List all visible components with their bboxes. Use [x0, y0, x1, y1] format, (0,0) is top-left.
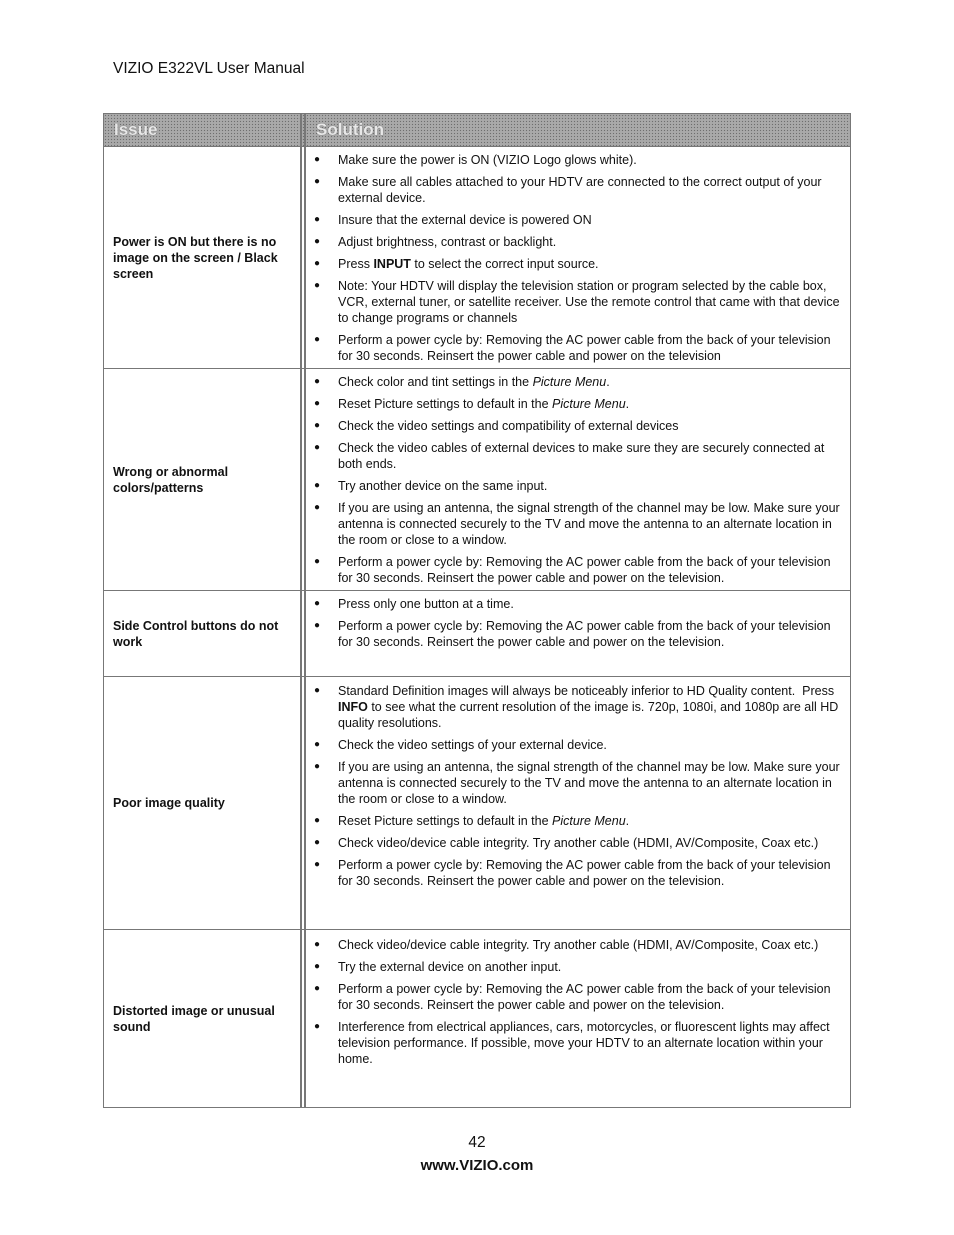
bullet-icon: ●	[314, 176, 321, 187]
solution-item	[314, 759, 844, 807]
bullet-icon: ●	[314, 983, 321, 994]
page-number: 42	[468, 1134, 486, 1151]
bullet-icon: ●	[314, 961, 321, 972]
bullet-icon: ●	[314, 815, 321, 826]
solution-text: Press only one button at a time.	[338, 597, 514, 611]
solution-item	[314, 554, 844, 586]
solution-item	[314, 618, 844, 650]
solution-cell	[306, 369, 850, 590]
solution-cell	[306, 677, 850, 929]
issue-cell	[104, 930, 306, 1107]
bullet-icon: ●	[314, 480, 321, 491]
running-header: VIZIO E322VL User Manual	[113, 60, 305, 77]
solution-item	[314, 152, 844, 168]
bullet-icon: ●	[314, 739, 321, 750]
solution-text: Perform a power cycle by: Removing the AC power cable from the back of your television for 30 seconds. Reinsert the power cable and power on the television.	[338, 619, 835, 649]
solution-text: to select the correct input source.	[410, 257, 599, 271]
solution-text: If you are using an antenna, the signal strength of the channel may be low. Make sure your antenna is connected securely to the TV and move the antenna to an alternate location in the room or close to a window.	[338, 501, 844, 547]
bullet-icon: ●	[314, 859, 321, 870]
table-body	[104, 146, 850, 1107]
troubleshooting-table	[103, 113, 851, 1108]
bullet-icon: ●	[314, 236, 321, 247]
bullet-icon: ●	[314, 502, 321, 513]
solution-text: Note: Your HDTV will display the television station or program selected by the cable box, VCR, external tuner, or satellite receiver. Use the remote control that came with that device to change programs or channels	[338, 279, 844, 325]
table-row	[104, 146, 850, 368]
solution-item	[314, 212, 844, 228]
bullet-icon: ●	[314, 620, 321, 631]
issue-column-header: Issue	[104, 114, 306, 146]
issue-text: Distorted image or unusual sound	[113, 1003, 275, 1034]
solution-text: Press	[338, 257, 374, 271]
solution-text: Check the video settings and compatibility of external devices	[338, 419, 679, 433]
table-row	[104, 929, 850, 1107]
solution-text: Try another device on the same input.	[338, 479, 548, 493]
solution-text: Check the video cables of external devices to make sure they are securely connected at both ends.	[338, 441, 828, 471]
solution-text: Standard Definition images will always be noticeably inferior to HD Quality content. Press	[338, 684, 838, 698]
solution-cell	[306, 930, 850, 1107]
solution-list	[314, 683, 844, 889]
solution-text: Make sure the power is ON (VIZIO Logo glows white).	[338, 153, 637, 167]
bullet-icon: ●	[314, 280, 321, 291]
solution-item	[314, 937, 844, 953]
issue-cell	[104, 369, 306, 590]
solution-item	[314, 374, 844, 390]
solution-text: Adjust brightness, contrast or backlight.	[338, 235, 557, 249]
solution-item	[314, 981, 844, 1013]
solution-text: Check video/device cable integrity. Try another cable (HDMI, AV/Composite, Coax etc.)	[338, 938, 819, 952]
solution-text: .	[606, 375, 610, 389]
bullet-icon: ●	[314, 214, 321, 225]
solution-item	[314, 234, 844, 250]
solution-text: Make sure all cables attached to your HDTV are connected to the correct output of your external device.	[338, 175, 826, 205]
solution-text: Perform a power cycle by: Removing the AC power cable from the back of your television for 30 seconds. Reinsert the power cable and power on the television.	[338, 982, 835, 1012]
menu-name-text: Picture Menu	[552, 814, 626, 828]
solution-text: Insure that the external device is powered ON	[338, 213, 592, 227]
solution-text: Reset Picture settings to default in the	[338, 397, 553, 411]
table-row	[104, 590, 850, 676]
solution-item	[314, 683, 844, 731]
table-row	[104, 676, 850, 929]
issue-text: Wrong or abnormal colors/patterns	[113, 464, 229, 495]
table-header-row	[104, 114, 850, 146]
bullet-icon: ●	[314, 837, 321, 848]
bullet-icon: ●	[314, 154, 321, 165]
solution-item	[314, 1019, 844, 1067]
bullet-icon: ●	[314, 556, 321, 567]
bullet-icon: ●	[314, 939, 321, 950]
solution-item	[314, 478, 844, 494]
solution-text: Interference from electrical appliances, cars, motorcycles, or fluorescent lights may affect television performance. If possible, move your HDTV to an alternate location within your home.	[338, 1020, 834, 1066]
bullet-icon: ●	[314, 598, 321, 609]
solution-text: .	[625, 814, 630, 828]
bullet-icon: ●	[314, 398, 321, 409]
bullet-icon: ●	[314, 1021, 321, 1032]
emphasis-text: INFO	[338, 700, 368, 714]
solution-cell	[306, 591, 850, 676]
solution-text: Perform a power cycle by: Removing the AC power cable from the back of your television for 30 seconds. Reinsert the power cable and power on the television	[338, 333, 835, 363]
solution-cell	[306, 147, 850, 368]
solution-list	[314, 152, 844, 364]
solution-list	[314, 937, 844, 1067]
solution-item	[314, 813, 844, 829]
issue-text: Power is ON but there is no image on the screen / Black screen	[113, 234, 278, 281]
bullet-icon: ●	[314, 258, 321, 269]
solution-text: Reset Picture settings to default in the	[338, 814, 553, 828]
bullet-icon: ●	[314, 420, 321, 431]
solution-item	[314, 857, 844, 889]
solution-item	[314, 256, 844, 272]
solution-text: Perform a power cycle by: Removing the AC power cable from the back of your television for 30 seconds. Reinsert the power cable and power on the television.	[338, 555, 835, 585]
solution-column-header: Solution	[306, 114, 850, 146]
bullet-icon: ●	[314, 376, 321, 387]
solution-text: If you are using an antenna, the signal strength of the channel may be low. Make sure your antenna is connected securely to the TV and move the antenna to an alternate location in the room or close to a window.	[338, 760, 844, 806]
solution-text: to see what the current resolution of the image is. 720p, 1080i, and 1080p are all HD quality resolutions.	[338, 700, 842, 730]
issue-text: Poor image quality	[113, 796, 225, 810]
solution-text: Check the video settings of your external device.	[338, 738, 607, 752]
solution-item	[314, 278, 844, 326]
solution-item	[314, 737, 844, 753]
footer-url: www.VIZIO.com	[420, 1157, 534, 1174]
solution-item	[314, 332, 844, 364]
solution-list	[314, 374, 844, 586]
solution-text: Check video/device cable integrity. Try another cable (HDMI, AV/Composite, Coax etc.)	[338, 836, 819, 850]
bullet-icon: ●	[314, 442, 321, 453]
solution-item	[314, 174, 844, 206]
issue-cell	[104, 677, 306, 929]
solution-text: Perform a power cycle by: Removing the AC power cable from the back of your television for 30 seconds. Reinsert the power cable and power on the television.	[338, 858, 835, 888]
issue-text: Side Control buttons do not work	[113, 618, 279, 649]
solution-item	[314, 396, 844, 412]
table-row	[104, 368, 850, 590]
bullet-icon: ●	[314, 685, 321, 696]
solution-item	[314, 418, 844, 434]
solution-item	[314, 500, 844, 548]
menu-name-text: Picture Menu	[532, 375, 607, 389]
bullet-icon: ●	[314, 761, 321, 772]
solution-item	[314, 835, 844, 851]
solution-item	[314, 440, 844, 472]
solution-item	[314, 959, 844, 975]
issue-cell	[104, 147, 306, 368]
solution-text: Try the external device on another input.	[338, 960, 562, 974]
emphasis-text: INPUT	[373, 257, 411, 271]
bullet-icon: ●	[314, 334, 321, 345]
menu-name-text: Picture Menu	[552, 397, 626, 411]
solution-list	[314, 596, 844, 650]
solution-item	[314, 596, 844, 612]
solution-text: Check color and tint settings in the	[338, 375, 533, 389]
issue-cell	[104, 591, 306, 676]
solution-text: .	[625, 397, 630, 411]
